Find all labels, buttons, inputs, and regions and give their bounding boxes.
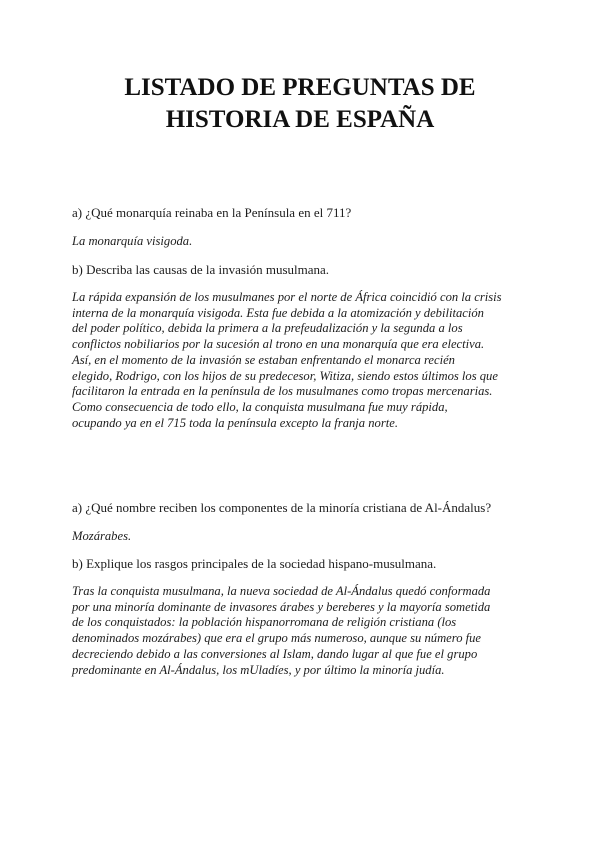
answer-line: predominante en Al-Ándalus, los mUladíes, y por último la minoría judía. — [72, 662, 445, 677]
answer-invasion-causes — [72, 290, 532, 431]
answer-hispano-muslim-society — [72, 584, 532, 678]
answer-line: interna de la monarquía visigoda. Esta fue debida a la atomización y debilitación — [72, 305, 484, 320]
answer-line: del poder político, debida la primera a la prefeudalización y la segunda a los — [72, 321, 463, 336]
answer-line: decreciendo debido a las conversiones al Islam, dando lugar al que fue el grupo — [72, 646, 478, 661]
answer-line: Tras la conquista musulmana, la nueva sociedad de Al-Ándalus quedó conformada — [72, 584, 491, 598]
answer-line: conflictos nobiliarios por la sucesión al trono en una monarquía que era electiva. — [72, 337, 485, 352]
title-line: HISTORIA DE ESPAÑA — [165, 106, 435, 133]
answer-line: denominados mozárabes) que era el grupo más numeroso, aunque su número fue — [72, 631, 482, 646]
question-711-monarchy: a) ¿Qué monarquía reinaba en la Península en el 711? — [72, 205, 352, 220]
answer-line: La rápida expansión de los musulmanes por el norte de África coincidió con la crisis — [72, 290, 502, 304]
title-line: LISTADO DE PREGUNTAS DE — [124, 74, 476, 101]
answer-line: de los conquistados: la población hispanorromana de religión cristiana (los — [72, 615, 457, 630]
answer-line: por una minoría dominante de invasores árabes y bereberes y la mayoría sometida — [72, 599, 491, 614]
page-title — [60, 72, 540, 136]
answer-line: ocupando ya en el 715 toda la península excepto la franja norte. — [72, 415, 398, 430]
answer-line: Así, en el momento de la invasión se estaban enfrentando el monarca recién — [72, 352, 455, 367]
answer-line: facilitaron la entrada en la península de los musulmanes como tropas mercenarias. — [72, 384, 493, 399]
question-hispano-muslim-society: b) Explique los rasgos principales de la sociedad hispano-musulmana. — [72, 556, 437, 571]
answer-line: Como consecuencia de todo ello, la conquista musulmana fue muy rápida, — [72, 399, 448, 414]
answer-line: elegido, Rodrigo, con los hijos de su predecesor, Witiza, siendo estos últimos los que — [72, 368, 498, 383]
question-christian-minority: a) ¿Qué nombre reciben los componentes de la minoría cristiana de Al-Ándalus? — [72, 500, 492, 515]
question-invasion-causes: b) Describa las causas de la invasión musulmana. — [72, 262, 330, 277]
answer-711-monarchy: La monarquía visigoda. — [72, 234, 193, 248]
answer-christian-minority: Mozárabes. — [72, 529, 132, 543]
